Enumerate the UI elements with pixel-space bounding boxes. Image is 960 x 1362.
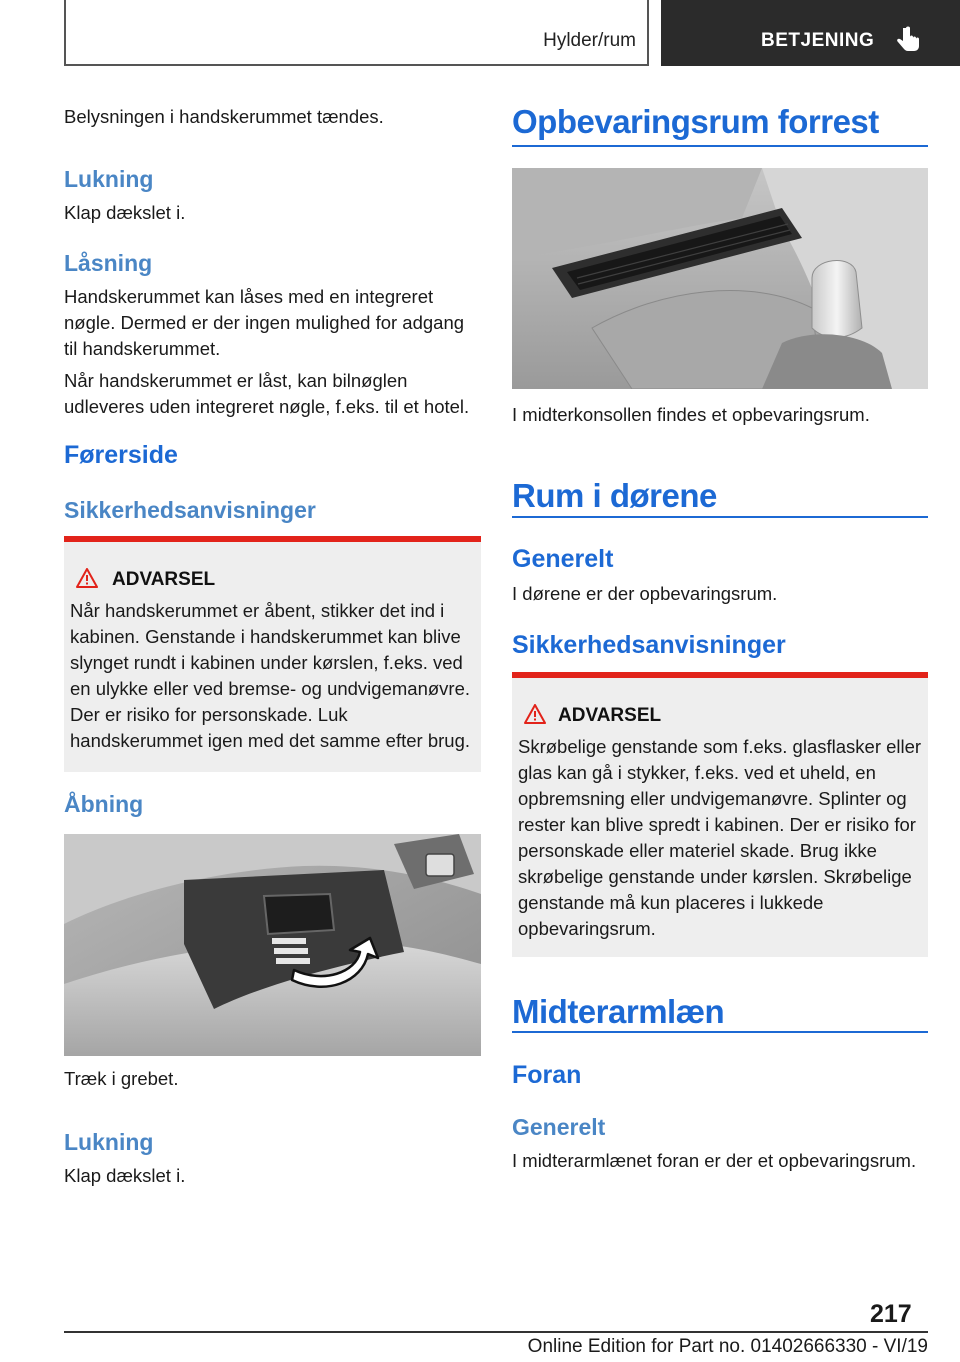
console-illustration <box>512 168 928 389</box>
front-heading: Foran <box>512 1061 582 1089</box>
doors-rule <box>512 516 928 518</box>
armrest-heading: Midterarmlæn <box>512 993 725 1030</box>
console-caption: I midterkonsollen findes et opbevaringsrum. <box>512 404 870 425</box>
front-storage-heading: Opbevaringsrum forrest <box>512 103 879 140</box>
closing-text: Klap dækslet i. <box>64 202 186 223</box>
header-divider <box>647 0 649 66</box>
hand-pointer-icon <box>895 26 921 54</box>
chapter-tab-label: BETJENING <box>761 30 875 51</box>
footer-rule <box>64 1331 928 1333</box>
warning-triangle-icon <box>76 568 98 588</box>
closing-heading: Lukning <box>64 166 154 192</box>
warning-label-right: ADVARSEL <box>558 705 662 726</box>
general-heading: Generelt <box>512 545 614 573</box>
locking-heading: Låsning <box>64 250 153 276</box>
glovebox-illustration <box>64 834 481 1056</box>
closing-heading-2: Lukning <box>64 1129 154 1155</box>
safety-heading: Sikkerhedsanvisninger <box>64 497 316 523</box>
locking-paragraph-1: Handskerummet kan låses med en integreret nøgle. Dermed er der ingen mulighed for adgang til handskerummet. <box>64 286 465 359</box>
general-heading-2: Generelt <box>512 1114 606 1140</box>
safety-heading-right: Sikkerhedsanvisninger <box>512 631 786 659</box>
header-left-rule <box>64 0 66 66</box>
locking-paragraph-2: Når handskerummet er låst, kan bilnøglen udleveres uden integreret nøgle, f.eks. til et hotel. <box>64 370 470 417</box>
armrest-rule <box>512 1031 928 1033</box>
closing-text-2: Klap dækslet i. <box>64 1165 186 1186</box>
warning-text-right: Skrøbelige genstande som f.eks. glasflasker eller glas kan gå i stykker, f.eks. ved et uheld, en opbremsning eller undvigemanøvre. Splinter og rester kan blive spredt i kabinen. Der er risiko for personskade eller materiel skade. Brug ikke skrøbelige genstande under kørslen. Skrøbelige genstande må kun placeres i lukkede opbevaringsrum. <box>518 736 922 939</box>
chapter-tab[interactable] <box>661 0 960 66</box>
header-rule <box>64 64 649 66</box>
edition-text: Online Edition for Part no. 01402666330 - VI/19 <box>527 1336 928 1357</box>
general-text-2: I midterarmlænet foran er der et opbevaringsrum. <box>512 1150 917 1171</box>
general-text: I dørene er der opbevaringsrum. <box>512 583 778 604</box>
header-section-title: Hylder/rum <box>543 30 636 51</box>
warning-box-right <box>512 672 928 957</box>
warning-label: ADVARSEL <box>112 569 216 590</box>
warning-triangle-icon <box>524 704 546 724</box>
console-photo <box>512 168 928 389</box>
front-storage-rule <box>512 145 928 147</box>
warning-text: Når handskerummet er åbent, stikker det ind i kabinen. Genstande i handskerummet kan blive slynget rundt i kabinen under kørslen, f.eks. ved en ulykke eller ved bremse- og undvigemanøvre. Der er risiko for personskade. Luk handskerummet igen med det samme efter brug. <box>70 600 470 751</box>
page-number: 217 <box>870 1300 912 1328</box>
warning-box <box>64 536 481 772</box>
intro-text: Belysningen i handskerummet tændes. <box>64 106 384 127</box>
glovebox-photo <box>64 834 481 1056</box>
photo-caption: Træk i grebet. <box>64 1068 179 1089</box>
opening-heading: Åbning <box>64 791 144 817</box>
doors-heading: Rum i dørene <box>512 477 717 514</box>
driver-side-heading: Førerside <box>64 441 178 469</box>
